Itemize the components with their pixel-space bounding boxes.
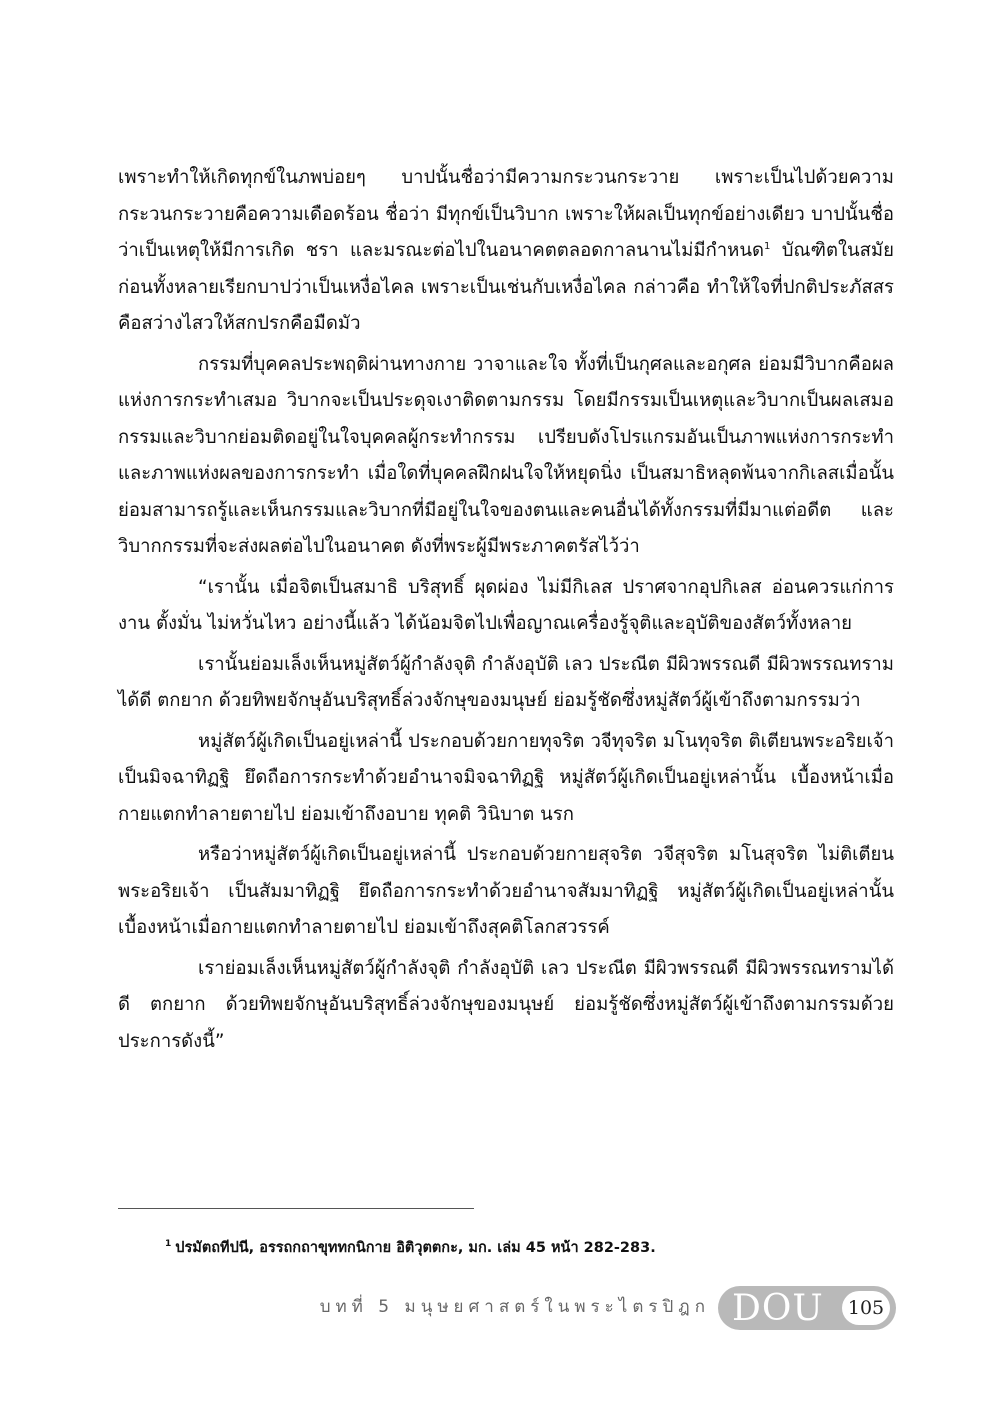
page-body [118,160,894,1064]
quote-paragraph-2: เรานั้นย่อมเล็งเห็นหมู่สัตว์ผู้กำลังจุติ กำลังอุบัติ เลว ประณีต มีผิวพรรณดี มีผิวพรรณทราม ได้ดี ตกยาก ด้วยทิพยจักษุอันบริสุทธิ์ล่วงจักษุของมนุษย์ ย่อมรู้ชัดซึ่งหมู่สัตว์ผู้เข้าถึงตามกรรมว่า [118,653,894,711]
quote-paragraph-3: หมู่สัตว์ผู้เกิดเป็นอยู่เหล่านี้ ประกอบด้วยกายทุจริต วจีทุจริต มโนทุจริต ติเตียนพระอริยเจ้า เป็นมิจฉาทิฏฐิ ยึดถือการกระทำด้วยอำนาจมิจฉาทิฏฐิ หมู่สัตว์ผู้เกิดเป็นอยู่เหล่านั้น เบื้องหน้าเมื่อกายแตกทำลายตายไป ย่อมเข้าถึงอบาย ทุคติ วินิบาต นรก [118,730,894,825]
page-number: 105 [842,1291,890,1325]
footnote [165,1234,895,1258]
quote-paragraph-4: หรือว่าหมู่สัตว์ผู้เกิดเป็นอยู่เหล่านี้ ประกอบด้วยกายสุจริต วจีสุจริต มโนสุจริต ไม่ติเตียนพระอริยเจ้า เป็นสัมมาทิฏฐิ ยึดถือการกระทำด้วยอำนาจสัมมาทิฏฐิ หมู่สัตว์ผู้เกิดเป็นอยู่เหล่านั้น เบื้องหน้าเมื่อกายแตกทำลายตายไป ย่อมเข้าถึงสุคติโลกสวรรค์ [118,844,894,938]
paragraph-karma: กรรมที่บุคคลประพฤติผ่านทางกาย วาจาและใจ ทั้งที่เป็นกุศลและอกุศล ย่อมมีวิบากคือผลแห่งการกระทำเสมอ วิบากจะเป็นประดุจเงาติดตามกรรม โดยมีกรรมเป็นเหตุและวิบากเป็นผลเสมอ กรรมและวิบากย่อมติดอยู่ในใจบุคคลผู้กระทำกรรม เปรียบดังโปรแกรมอันเป็นภาพแห่งการกระทำและภาพแห่งผลของการกระทำ เมื่อใดที่บุคคลฝึกฝนใจให้หยุดนิ่ง เป็นสมาธิหลุดพ้นจากกิเลสเมื่อนั้นย่อมสามารถรู้และเห็นกรรมและวิบากที่มีอยู่ในใจของตนและคนอื่นได้ทั้งกรรมที่มีมาแต่อดีต และวิบากกรรมที่จะส่งผลต่อไปในอนาคต ดังที่พระผู้มีพระภาคตรัสไว้ว่า [118,353,894,557]
dou-logo: DOU [732,1288,824,1329]
quote-paragraph-1: “เรานั้น เมื่อจิตเป็นสมาธิ บริสุทธิ์ ผุดผ่อง ไม่มีกิเลส ปราศจากอุปกิเลส อ่อนควรแก่การงาน ตั้งมั่น ไม่หวั่นไหว อย่างนี้แล้ว ได้น้อมจิตไปเพื่อญาณเครื่องรู้จุติและอุบัติของสัตว์ทั้งหลาย [118,576,894,634]
quote-paragraph-5: เราย่อมเล็งเห็นหมู่สัตว์ผู้กำลังจุติ กำลังอุบัติ เลว ประณีต มีผิวพรรณดี มีผิวพรรณทรามได้ดี ตกยาก ด้วยทิพยจักษุอันบริสุทธิ์ล่วงจักษุของมนุษย์ ย่อมรู้ชัดซึ่งหมู่สัตว์ผู้เข้าถึงตามกรรมด้วยประการดังนี้” [118,957,894,1052]
footnote-divider [118,1208,474,1209]
footer-badge [718,1286,896,1330]
paragraph-intro: เพราะทำให้เกิดทุกข์ในภพบ่อยๆ บาปนั้นชื่อว่ามีความกระวนกระวาย เพราะเป็นไปด้วยความกระวนกระวายคือความเดือดร้อน ชื่อว่า มีทุกข์เป็นวิบาก เพราะให้ผลเป็นทุกข์อย่างเดียว บาปนั้นชื่อว่าเป็นเหตุให้มีการเกิด ชรา และมรณะต่อไปในอนาคตตลอดกาลนานไม่มีกำหนด$^1$ บัณฑิตในสมัยก่อนทั้งหลายเรียกบาปว่าเป็นเหงื่อไคล เพราะเป็นเช่นกับเหงื่อไคล กล่าวคือ ทำให้ใจที่ปกติประภัสสรคือสว่างไสวให้สกปรกคือมืดมัว [118,167,894,334]
footnote-reference[interactable]: 1 [764,240,771,252]
footnote-text: ปรมัตถทีปนี, อรรถกถาขุททกนิกาย อิติวุตตกะ, มก. เล่ม 45 หน้า 282-283. [175,1239,656,1256]
footnote-number: 1 [165,1239,172,1249]
footer-chapter-title: บทที่ 5 มนุษยศาสตร์ในพระไตรปิฎก [319,1297,710,1317]
